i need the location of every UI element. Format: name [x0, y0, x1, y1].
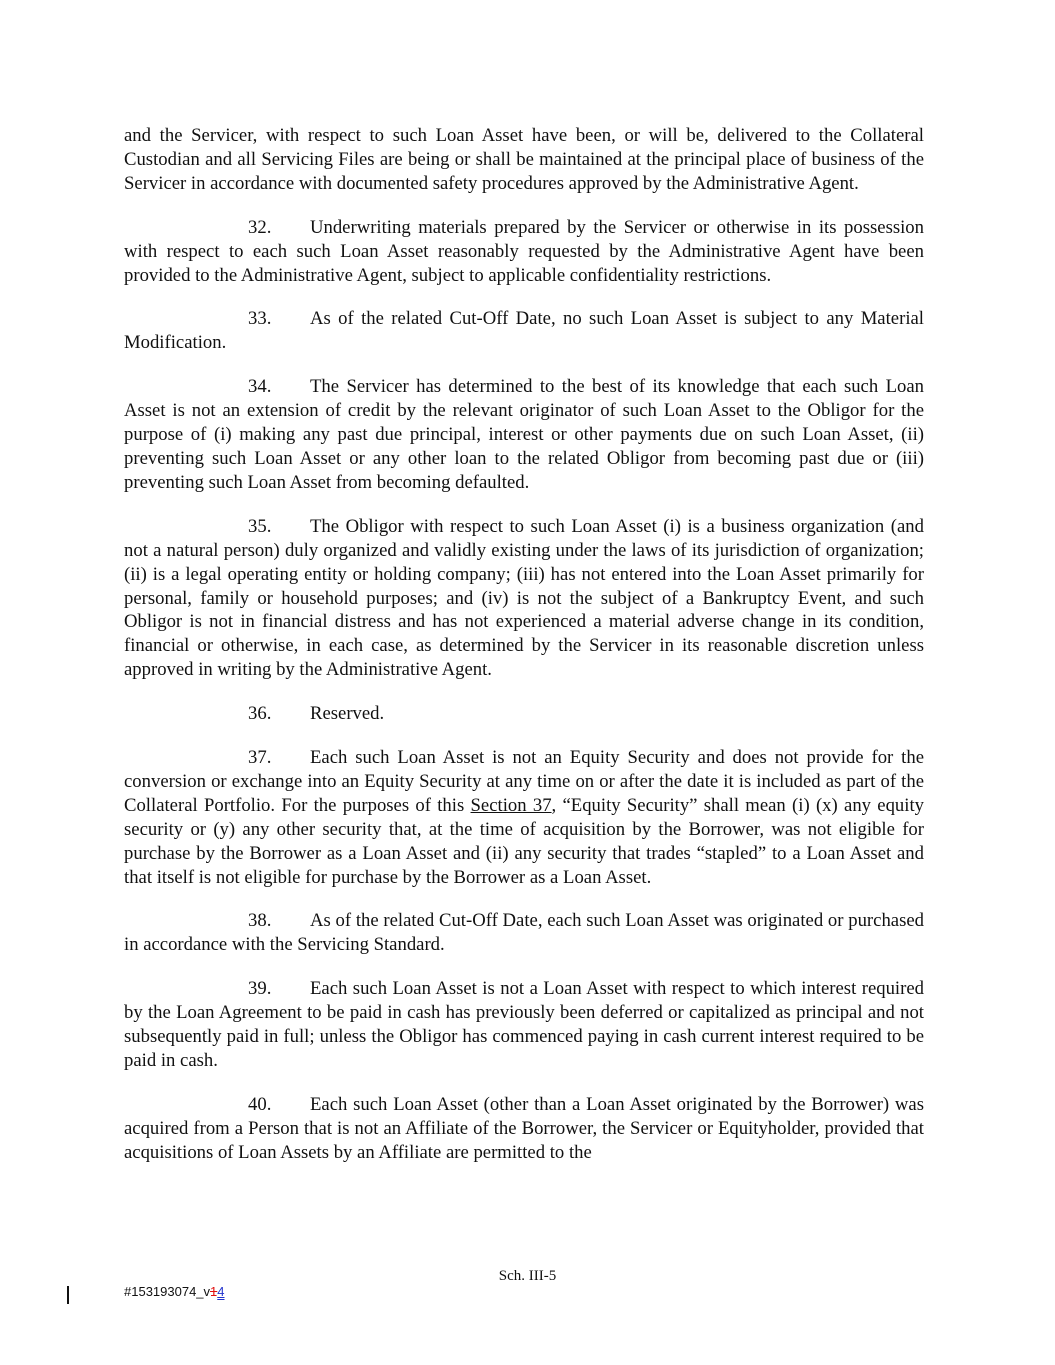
paragraph-number: 38. — [248, 910, 272, 932]
paragraph-text: As of the related Cut-Off Date, each such Loan Asset was originated or purchased in accordance with the Servicing Standard. — [124, 910, 924, 956]
continuation-paragraph: and the Servicer, with respect to such Loan Asset have been, or will be, delivered to the Collateral Custodian and all Servicing Files are being or shall be maintained at the principal place of business of the Servicer in accordance with documented safety procedures approved by the Administrative Agent. — [124, 125, 924, 194]
paragraph-number: 40. — [248, 1093, 272, 1115]
change-bar — [67, 1286, 69, 1304]
paragraph-text: The Obligor with respect to such Loan Asset (i) is a business organization (and not a natural person) duly organized and validly existing under the laws of its jurisdiction of organization; (ii) is a legal operating entity or holding company; (iii) has not entered into the Loan Asset primarily for personal, family or household purposes; and (iv) is not the subject of a Bankruptcy Event, and such Obligor is not in financial distress and has not experienced a material adverse change in its condition, financial or otherwise, in each case, as determined by the Servicer in its reasonable discretion unless approved in writing by the Administrative Agent. — [124, 515, 924, 681]
paragraph-40 — [124, 1093, 924, 1165]
inserted-revision: 4 — [217, 1284, 225, 1299]
deleted-revision: 1 — [210, 1284, 218, 1299]
paragraph-33 — [124, 307, 924, 355]
page-number: Sch. III-5 — [498, 1268, 557, 1284]
paragraph-number: 35. — [248, 515, 272, 537]
section-reference-link[interactable]: Section 37 — [470, 794, 552, 816]
paragraph-34 — [124, 375, 924, 495]
paragraph-39 — [124, 977, 924, 1073]
paragraph-text: Reserved. — [310, 703, 385, 725]
document-body — [124, 124, 924, 1185]
paragraph-number: 32. — [248, 216, 272, 238]
paragraph-32 — [124, 216, 924, 288]
paragraph-number: 37. — [248, 747, 272, 769]
paragraph-38 — [124, 909, 924, 957]
doc-id-prefix: #153193074_v — [124, 1284, 211, 1299]
paragraph-text: As of the related Cut-Off Date, no such Loan Asset is subject to any Material Modification. — [124, 308, 924, 354]
paragraph-number: 34. — [248, 376, 272, 398]
paragraph-36 — [124, 702, 924, 726]
paragraph-35 — [124, 515, 924, 682]
paragraph-37 — [124, 746, 924, 889]
document-id — [124, 1284, 225, 1299]
paragraph-text: Each such Loan Asset is not an Equity Security and does not provide for the conversion or exchange into an Equity Security at any time on or after the date it is included as part of the Collateral Portfolio. For the purposes of this — [124, 747, 924, 816]
paragraph-text: Underwriting materials prepared by the Servicer or otherwise in its possession with respect to each such Loan Asset reasonably requested by the Administrative Agent have been provided to the Administrative Agent, subject to applicable confidentiality restrictions. — [124, 216, 924, 286]
paragraph-text: Each such Loan Asset (other than a Loan Asset originated by the Borrower) was acquired from a Person that is not an Affiliate of the Borrower, the Servicer or Equityholder, provided that acquisitions of Loan Assets by an Affiliate are permitted to the — [124, 1093, 924, 1163]
paragraph-number: 36. — [248, 703, 272, 725]
paragraph-text: Each such Loan Asset is not a Loan Asset with respect to which interest required by the Loan Agreement to be paid in cash has previously been deferred or capitalized as principal and not subsequently paid in full; unless the Obligor has commenced paying in cash current interest required to be paid in cash. — [124, 978, 924, 1071]
paragraph-text: , “Equity Security” shall mean (i) (x) any equity security or (y) any other security that, at the time of acquisition by the Borrower, was not eligible for purchase by the Borrower as a Loan Asset and (ii) any security that trades “stapled” to a Loan Asset and that itself is not eligible for purchase by the Borrower as a Loan Asset. — [124, 794, 924, 888]
paragraph-number: 33. — [248, 308, 272, 330]
paragraph-text: The Servicer has determined to the best of its knowledge that each such Loan Asset is not an extension of credit by the relevant originator of such Loan Asset to the Obligor for the purpose of (i) making any past due principal, interest or other payments due on such Loan Asset, (ii) preventing such Loan Asset or any other loan to the related Obligor from becoming past due or (iii) preventing such Loan Asset from becoming defaulted. — [124, 376, 924, 493]
paragraph-number: 39. — [248, 978, 272, 1000]
